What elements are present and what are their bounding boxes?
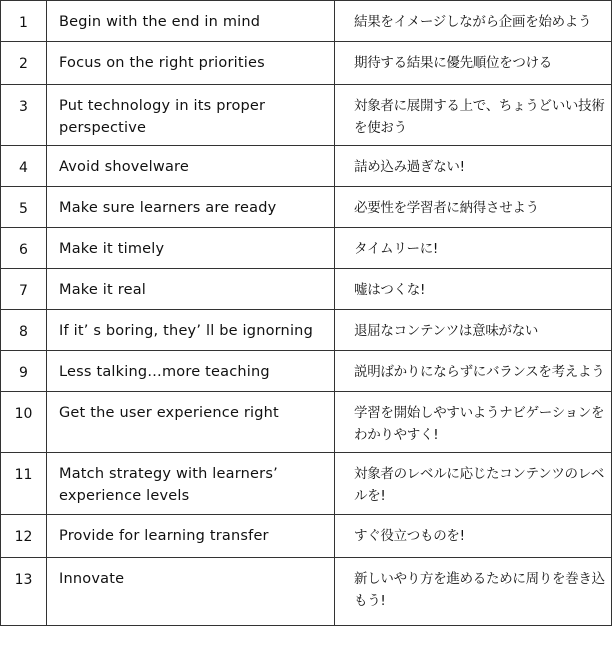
row-number: 7 xyxy=(1,269,47,310)
principle-ja: 嘘はつくな! xyxy=(335,269,612,310)
principle-ja: 対象者に展開する上で、ちょうどいい技術を使おう xyxy=(335,85,612,146)
row-number: 6 xyxy=(1,228,47,269)
table-row xyxy=(1,310,612,351)
row-number: 2 xyxy=(1,42,47,85)
row-number: 11 xyxy=(1,453,47,515)
principle-en: Get the user experience right xyxy=(47,392,335,453)
row-number: 12 xyxy=(1,515,47,558)
row-number: 9 xyxy=(1,351,47,392)
principle-ja: 説明ばかりにならずにバランスを考えよう xyxy=(335,351,612,392)
principle-ja: 新しいやり方を進めるために周りを巻き込もう! xyxy=(335,558,612,626)
principle-ja: 対象者のレベルに応じたコンテンツのレベルを! xyxy=(335,453,612,515)
principle-en: Avoid shovelware xyxy=(47,146,335,187)
principle-en: Focus on the right priorities xyxy=(47,42,335,85)
principle-en: Less talking…more teaching xyxy=(47,351,335,392)
table-row xyxy=(1,42,612,85)
row-number: 1 xyxy=(1,1,47,42)
table-row xyxy=(1,146,612,187)
principle-en: Match strategy with learners’ experience levels xyxy=(47,453,335,515)
principle-ja: 詰め込み過ぎない! xyxy=(335,146,612,187)
principle-en: Provide for learning transfer xyxy=(47,515,335,558)
row-number: 4 xyxy=(1,146,47,187)
table-row xyxy=(1,228,612,269)
table-row xyxy=(1,269,612,310)
table-row xyxy=(1,453,612,515)
table-row xyxy=(1,392,612,453)
row-number: 3 xyxy=(1,85,47,146)
table-row xyxy=(1,187,612,228)
principle-en: Make it real xyxy=(47,269,335,310)
row-number: 13 xyxy=(1,558,47,626)
principle-en: Innovate xyxy=(47,558,335,626)
principle-ja: すぐ役立つものを! xyxy=(335,515,612,558)
principle-ja: 結果をイメージしながら企画を始めよう xyxy=(335,1,612,42)
principle-ja: 必要性を学習者に納得させよう xyxy=(335,187,612,228)
principle-ja: 退屈なコンテンツは意味がない xyxy=(335,310,612,351)
principle-en: If it’ s boring, they’ ll be ignorning xyxy=(47,310,335,351)
table-row xyxy=(1,351,612,392)
row-number: 5 xyxy=(1,187,47,228)
principle-en: Make sure learners are ready xyxy=(47,187,335,228)
table-row xyxy=(1,85,612,146)
row-number: 8 xyxy=(1,310,47,351)
table-row xyxy=(1,515,612,558)
principle-ja: タイムリーに! xyxy=(335,228,612,269)
row-number: 10 xyxy=(1,392,47,453)
principle-en: Put technology in its proper perspective xyxy=(47,85,335,146)
principle-ja: 学習を開始しやすいようナビゲーションをわかりやすく! xyxy=(335,392,612,453)
principle-en: Make it timely xyxy=(47,228,335,269)
table-row xyxy=(1,558,612,626)
principle-en: Begin with the end in mind xyxy=(47,1,335,42)
principle-ja: 期待する結果に優先順位をつける xyxy=(335,42,612,85)
table-row xyxy=(1,1,612,42)
